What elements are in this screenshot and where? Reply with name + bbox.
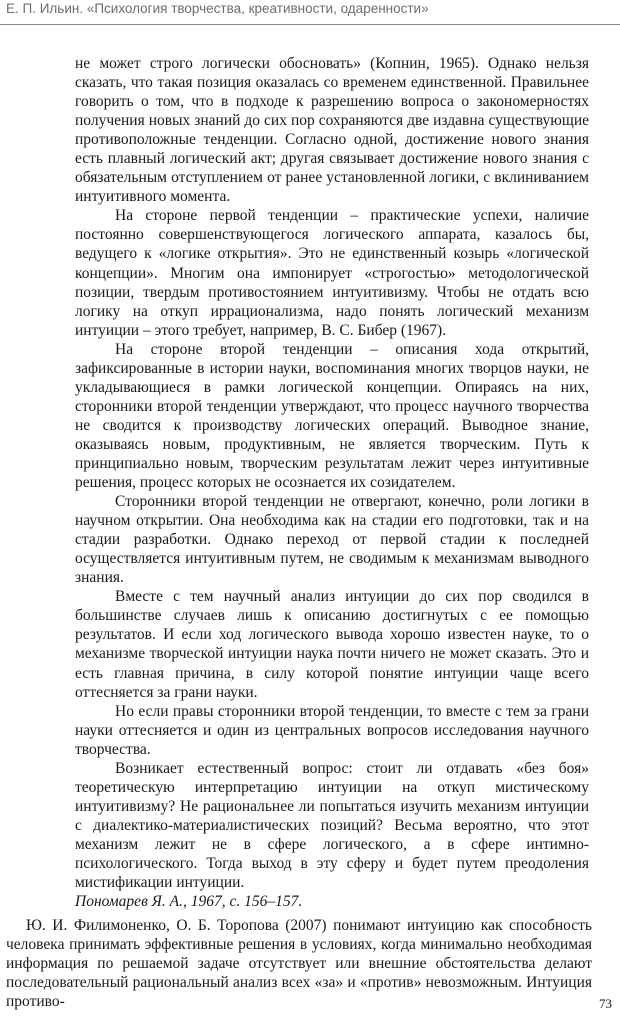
quote-paragraph: На стороне второй тенденции – описания хода открытий, зафиксированные в истории науки, воспоминания многих творцов науки, не укладывающиеся в рамки логической концепции. Опираясь на них, сторонники второй тенденции утверждают, что процесс научного творчества не сводится к производству логических операций. Выводное знание, оказываясь новым, продуктивным, не является творческим. Путь к принципиально новым, творческим результатам лежит через интуитивные решения, процесс которых не осознается их созидателем. — [75, 340, 589, 492]
running-head: Е. П. Ильин. «Психология творчества, креативности, одаренности» — [6, 1, 429, 16]
header-divider — [0, 24, 620, 25]
quote-paragraph: не может строго логически обосновать» (Копнин, 1965). Однако нельзя сказать, что такая позиция оказалась со временем единственной. Правильнее говорить о том, что в подходе к разрешению вопроса о закономерностях получения новых знаний до сих пор сохраняются две издавна существующие противоположные тенденции. Согласно одной, достижение нового знания есть плавный логический акт; другая связывает достижение нового знания с обязательным отступлением от ранее установленной логики, с вклиниванием интуитивного момента. — [75, 55, 589, 206]
page-number: 73 — [599, 996, 612, 1011]
quote-paragraph: Сторонники второй тенденции не отвергают, конечно, роли логики в научном открытии. Она необходима как на стадии его подготовки, так и на стадии разработки. Однако переход от первой стадии к последней осуществляется интуитивным путем, не сводимым к механизмам выводного знания. — [75, 493, 589, 587]
quote-paragraph: Но если правы сторонники второй тенденции, то вместе с тем за грани науки оттесняется и один из центральных вопросов исследования научного творчества. — [75, 702, 589, 758]
quote-paragraph: На стороне первой тенденции – практические успехи, наличие постоянно совершенствующегося логического аппарата, казалось бы, ведущего к «логике открытия». Это не единственный козырь «логической концепции». Многим она импонирует «строгостью» методологической позиции, твердым противостоянием интуитивизму. Чтобы не отдать всю логику на откуп иррационализма, надо понять логический механизм интуиции – этого требует, например, В. С. Бибер (1967). — [75, 207, 589, 339]
quoted-excerpt — [75, 54, 589, 911]
main-text — [6, 916, 592, 1011]
quote-source: Пономарев Я. А., 1967, с. 156–157. — [75, 893, 303, 911]
quote-paragraph: Вместе с тем научный анализ интуиции до сих пор сводился в большинстве случаев лишь к описанию достигнутых с ее помощью результатов. И если ход логического вывода хорошо известен науке, то о механизме творческой интуиции наука почти ничего не может сказать. Это и есть главная причина, в силу которой понятие интуиции чаще всего оттесняется за грани науки. — [75, 588, 589, 701]
quote-paragraph: Возникает естественный вопрос: стоит ли отдавать «без боя» теоретическую интерпретацию интуиции на откуп мистическому интуитивизму? Не рациональнее ли попытаться изучить механизм интуиции с диалектико-материалистических позиций? Весьма вероятно, что этот механизм лежит не в сфере логического, а в сфере интимно-психологического. Тогда выход в эту сферу и будет путем преодоления мистификации интуиции. — [75, 759, 589, 892]
body-paragraph: Ю. И. Филимоненко, О. Б. Торопова (2007) понимают интуицию как способность человека принимать эффективные решения в условиях, когда минимально необходимая информация по решаемой задаче отсутствует или внешние обстоятельства делают последовательный рациональный анализ всех «за» и «против» невозможным. Интуиция противо- — [6, 917, 592, 1011]
